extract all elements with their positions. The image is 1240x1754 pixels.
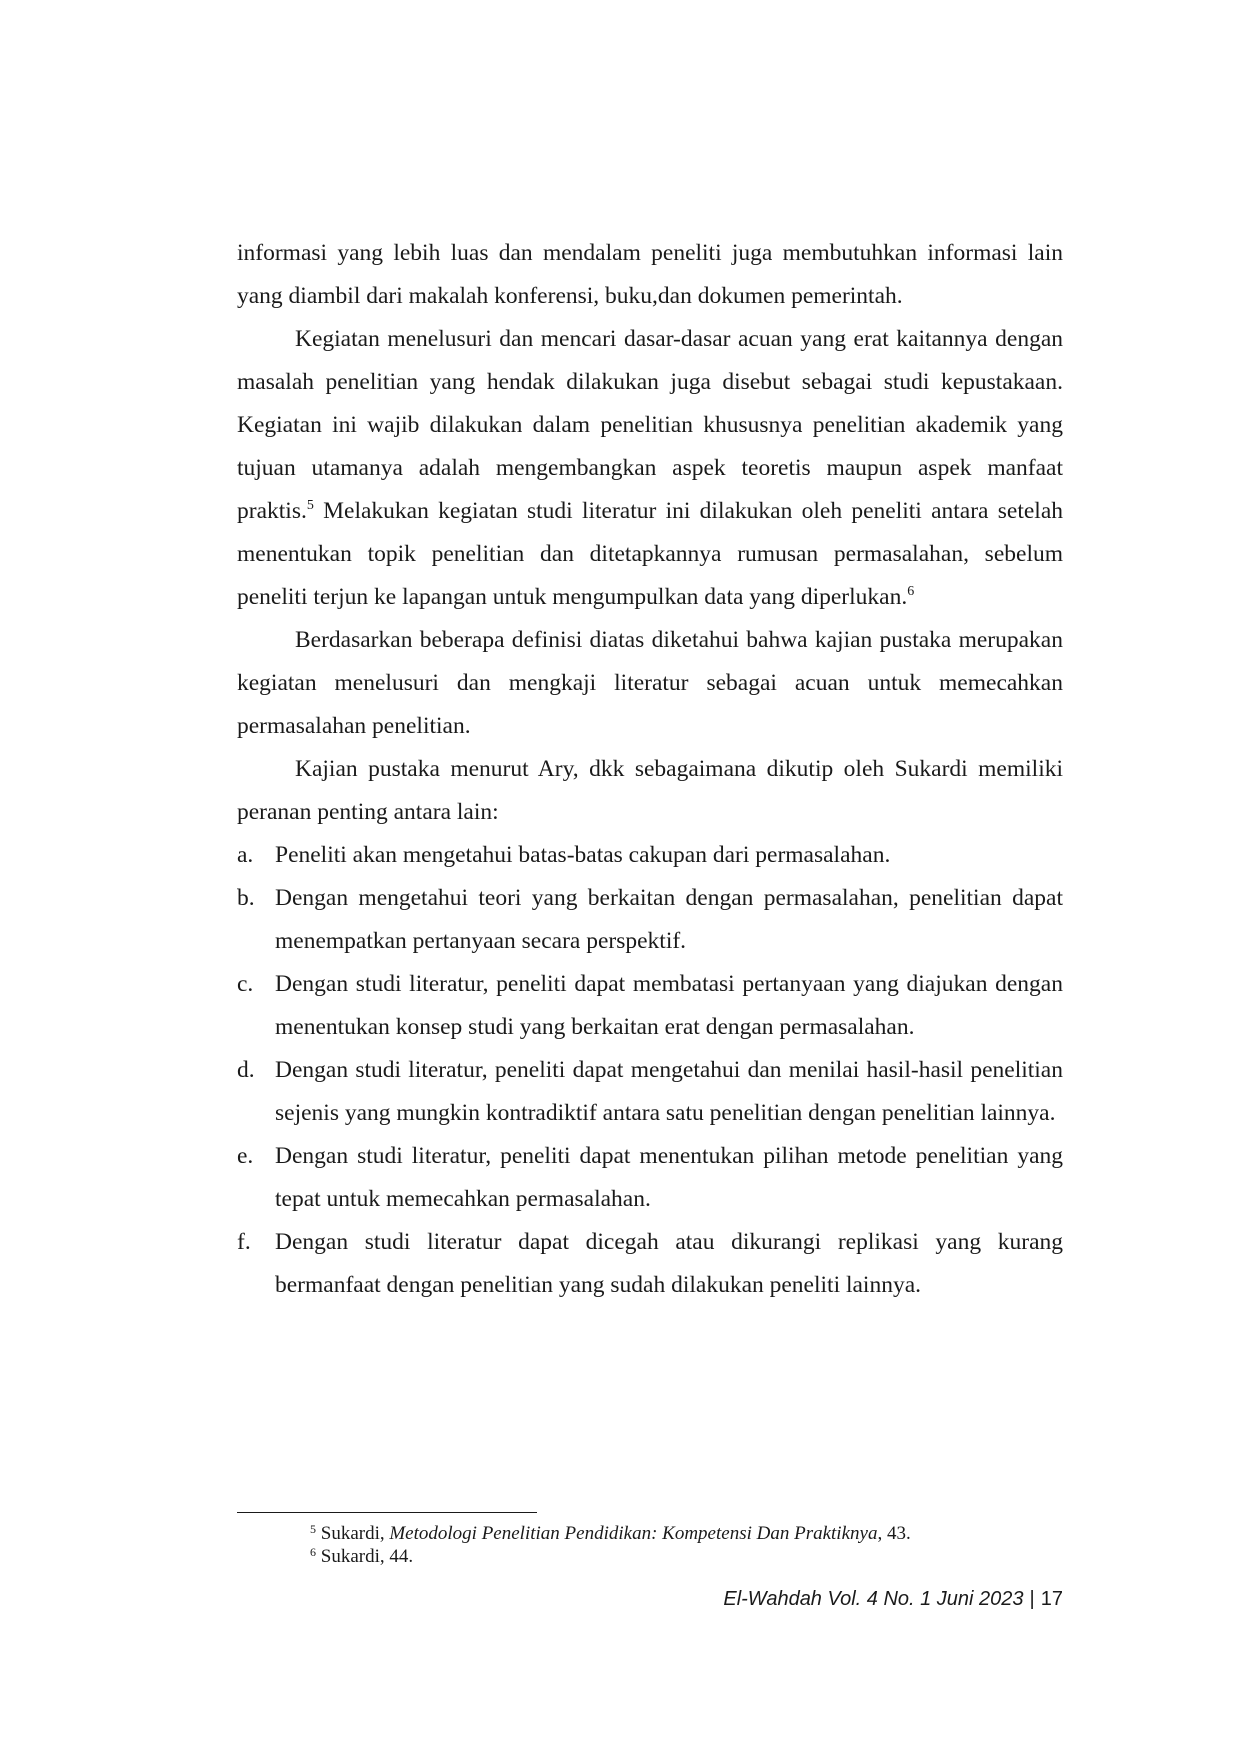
paragraph-3: Berdasarkan beberapa definisi diatas diketahui bahwa kajian pustaka merupakan kegiatan menelusuri dan mengkaji literatur sebagai acuan untuk memecahkan permasalahan penelitian. (237, 627, 1063, 739)
footnote-ref-6[interactable]: 6 (907, 584, 915, 599)
list-marker: e. (237, 1143, 254, 1169)
list-marker: c. (237, 971, 254, 997)
page-number: 17 (1040, 1588, 1063, 1610)
list-item-text: Peneliti akan mengetahui batas-batas cakupan dari permasalahan. (275, 842, 891, 868)
footnote-author: Sukardi, (320, 1523, 390, 1544)
list-item (237, 877, 1063, 963)
footnote-number: 6 (310, 1545, 316, 1559)
paragraph-4: Kajian pustaka menurut Ary, dkk sebagaimana dikutip oleh Sukardi memiliki peranan penting antara lain: (237, 756, 1063, 825)
footnote-book-title: Metodologi Penelitian Pendidikan: Kompetensi Dan Praktiknya (389, 1523, 878, 1544)
roles-list (237, 834, 1063, 1307)
list-marker: a. (237, 842, 254, 868)
footnote-5 (310, 1522, 1070, 1545)
list-item-text: Dengan studi literatur dapat dicegah atau dikurangi replikasi yang kurang bermanfaat dengan penelitian yang sudah dilakukan peneliti lainnya. (275, 1229, 1063, 1298)
list-item (237, 1221, 1063, 1307)
footnote-page: , 43. (877, 1523, 911, 1544)
list-item-text: Dengan studi literatur, peneliti dapat membatasi pertanyaan yang diajukan dengan menentukan konsep studi yang berkaitan erat dengan permasalahan. (275, 971, 1063, 1040)
list-item-text: Dengan studi literatur, peneliti dapat mengetahui dan menilai hasil-hasil penelitian sejenis yang mungkin kontradiktif antara satu penelitian dengan penelitian lainnya. (275, 1057, 1063, 1126)
footnote-number: 5 (310, 1522, 316, 1536)
list-marker: d. (237, 1057, 255, 1083)
list-item (237, 963, 1063, 1049)
list-item (237, 1135, 1063, 1221)
footer-separator: | (1029, 1588, 1035, 1610)
list-item-text: Dengan mengetahui teori yang berkaitan dengan permasalahan, penelitian dapat menempatkan pertanyaan secara perspektif. (275, 885, 1063, 954)
list-marker: f. (237, 1229, 251, 1255)
paragraph-2 (237, 318, 1063, 619)
list-marker: b. (237, 885, 255, 911)
list-item (237, 1049, 1063, 1135)
paragraph-2-text-b: Melakukan kegiatan studi literatur ini dilakukan oleh peneliti antara setelah menentukan topik penelitian dan ditetapkannya rumusan permasalahan, sebelum peneliti terjun ke lapangan untuk mengumpulkan data yang diperlukan. (237, 498, 1063, 610)
footnote-author: Sukardi, 44. (320, 1546, 414, 1567)
journal-name: El-Wahdah Vol. 4 No. 1 Juni 2023 (723, 1588, 1024, 1610)
body-text (237, 232, 1063, 1307)
footnote-6 (310, 1545, 1070, 1568)
paragraph-1: informasi yang lebih luas dan mendalam peneliti juga membutuhkan informasi lain yang diambil dari makalah konferensi, buku,dan dokumen pemerintah. (237, 240, 1063, 309)
footnote-divider (237, 1512, 537, 1513)
footnote-ref-5[interactable]: 5 (306, 498, 314, 513)
running-footer (723, 1588, 1063, 1611)
footnotes (310, 1522, 1070, 1568)
paragraph-2-text-a: Kegiatan menelusuri dan mencari dasar-dasar acuan yang erat kaitannya dengan masalah penelitian yang hendak dilakukan juga disebut sebagai studi kepustakaan. Kegiatan ini wajib dilakukan dalam penelitian khususnya penelitian akademik yang tujuan utamanya adalah mengembangkan aspek teoretis maupun aspek manfaat praktis. (237, 326, 1063, 524)
list-item (237, 834, 1063, 877)
list-item-text: Dengan studi literatur, peneliti dapat menentukan pilihan metode penelitian yang tepat untuk memecahkan permasalahan. (275, 1143, 1063, 1212)
